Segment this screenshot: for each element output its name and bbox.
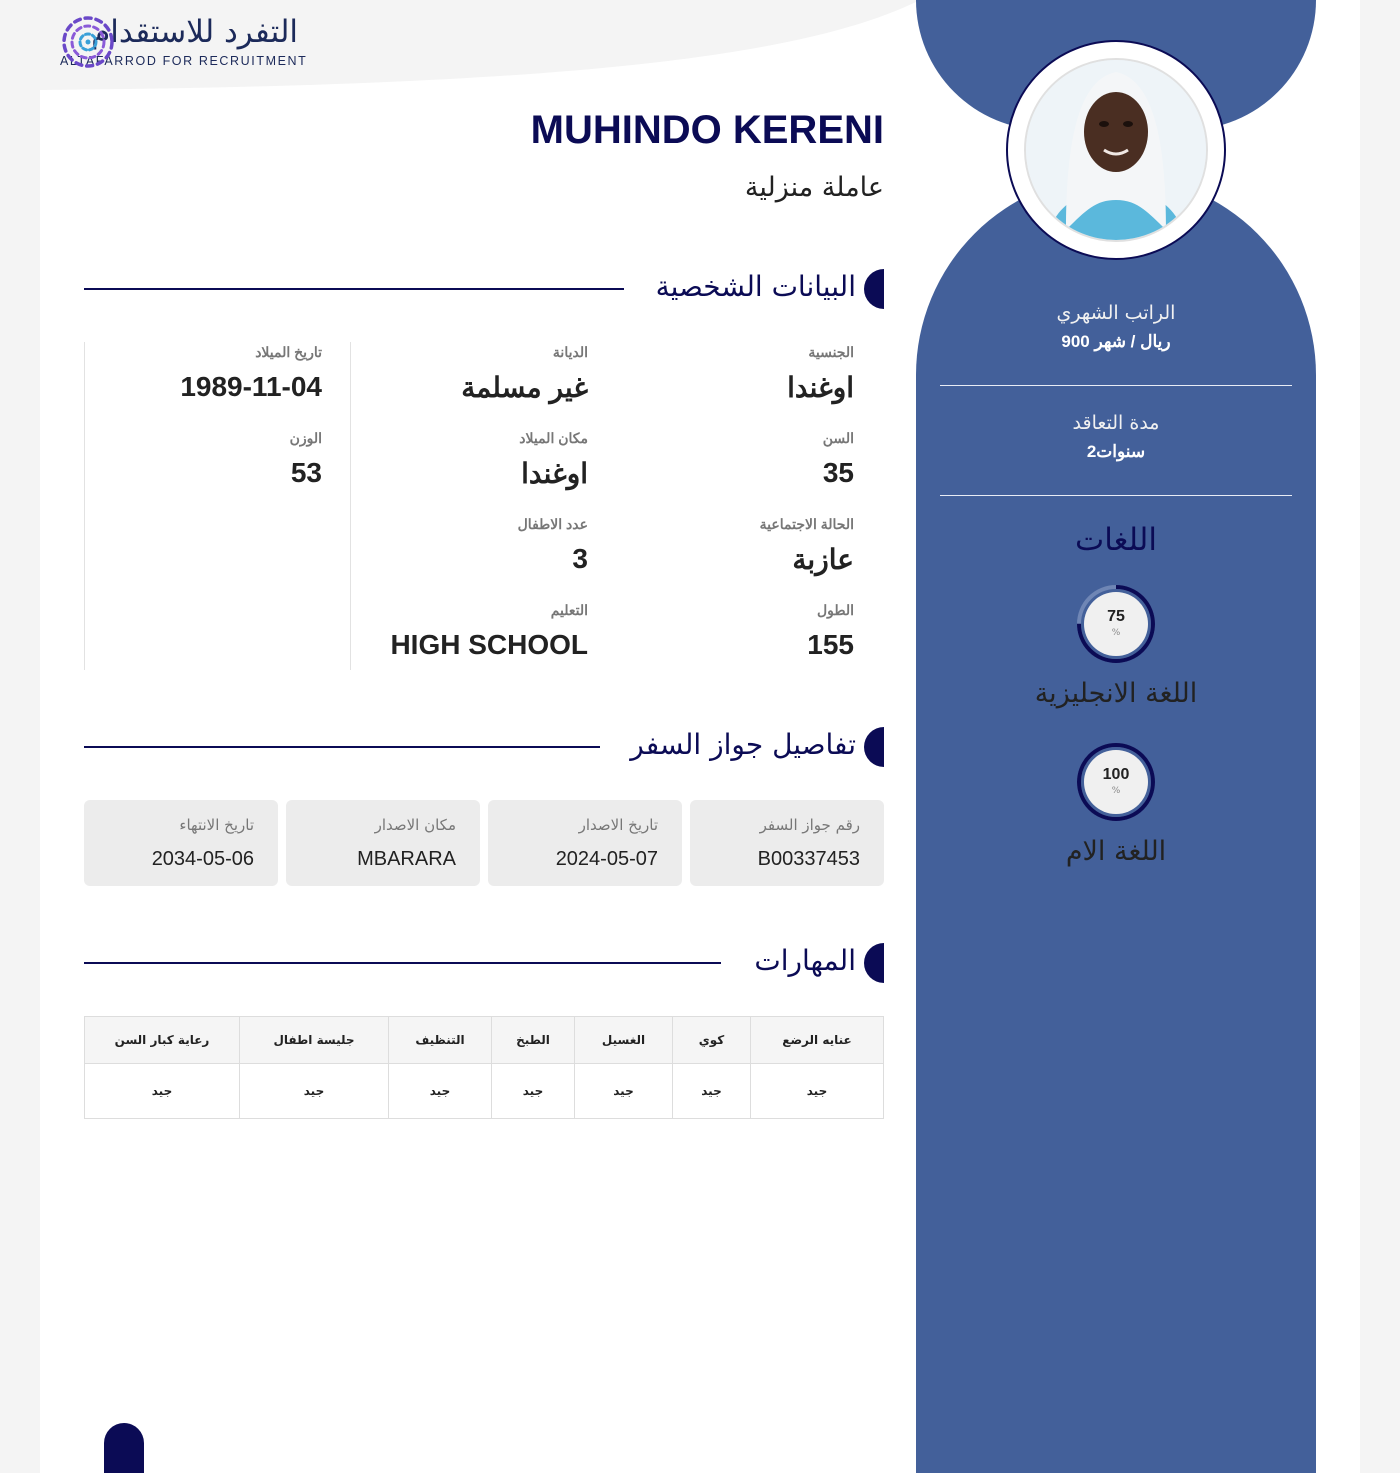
- passport-label: رقم جواز السفر: [759, 816, 860, 834]
- skill-level: جيد: [673, 1064, 751, 1119]
- job-title: عاملة منزلية: [744, 172, 884, 203]
- sidebar-divider: [940, 385, 1292, 386]
- passport-label: تاريخ الاصدار: [578, 816, 658, 834]
- cv-page: [40, 0, 1360, 1473]
- field-value: 35: [822, 457, 854, 488]
- section-divider-line: [84, 962, 721, 964]
- passport-number-card: [690, 800, 884, 886]
- language-unit: %: [1111, 786, 1121, 796]
- field-value: 53: [290, 457, 322, 488]
- section-marker: [864, 269, 884, 309]
- field-value: اوغندا: [787, 372, 854, 403]
- language-unit: %: [1111, 628, 1121, 638]
- section-divider-line: [84, 288, 624, 290]
- section-marker: [864, 943, 884, 983]
- field-value: غير مسلمة: [461, 372, 588, 403]
- logo-arabic-text: التفرد للاستقدام: [91, 14, 298, 50]
- field-children: [518, 516, 588, 575]
- field-label: الوزن: [289, 430, 322, 446]
- personal-column-2: [350, 342, 618, 670]
- skill-level: جيد: [751, 1064, 884, 1119]
- field-value: عازبة: [792, 544, 854, 575]
- field-religion: [461, 344, 588, 404]
- sidebar-divider: [940, 495, 1292, 496]
- field-nationality: [787, 344, 854, 404]
- language-level: 100: [1102, 766, 1130, 783]
- contract-value: 2سنوات: [1086, 442, 1146, 461]
- logo-dots-icon: [60, 14, 116, 70]
- section-passport-header: [84, 727, 884, 767]
- passport-value: 2034-05-06: [151, 848, 254, 870]
- passport-issue-place-card: [286, 800, 480, 886]
- language-name: اللغة الام: [1065, 836, 1167, 867]
- section-title: تفاصيل جواز السفر: [630, 728, 856, 761]
- language-item: [916, 584, 1316, 709]
- sidebar: [916, 0, 1316, 1473]
- languages-title: اللغات: [1075, 522, 1157, 558]
- personal-data-grid: [84, 342, 884, 670]
- salary-block: [940, 302, 1292, 352]
- contract-label: مدة التعاقد: [1072, 412, 1160, 434]
- field-value: HIGH SCHOOL: [390, 629, 588, 660]
- contract-block: [940, 412, 1292, 462]
- passport-label: تاريخ الانتهاء: [179, 816, 254, 834]
- salary-value: 900 ريال / شهر: [1061, 332, 1171, 351]
- personal-column-3: [84, 342, 352, 670]
- language-level: 75: [1107, 608, 1125, 625]
- section-skills-header: [84, 943, 884, 983]
- candidate-photo: [1024, 58, 1208, 242]
- field-value: 1989-11-04: [180, 371, 322, 402]
- skills-header-row: [85, 1017, 884, 1064]
- skill-level: جيد: [389, 1064, 492, 1119]
- passport-details: [84, 800, 884, 886]
- field-education: [390, 602, 588, 661]
- passport-issue-date-card: [488, 800, 682, 886]
- company-logo: [60, 14, 360, 74]
- field-weight: [290, 430, 322, 489]
- skill-header: جليسة اطفال: [240, 1017, 389, 1064]
- skill-level: جيد: [85, 1064, 240, 1119]
- skills-table: [84, 1016, 884, 1119]
- field-label: تاريخ الميلاد: [255, 344, 322, 360]
- skills-level-row: [85, 1064, 884, 1119]
- section-title: المهارات: [754, 944, 856, 977]
- field-label: الديانة: [552, 344, 588, 360]
- skill-header: رعاية كبار السن: [85, 1017, 240, 1064]
- skill-header: التنظيف: [389, 1017, 492, 1064]
- section-marker: [864, 727, 884, 767]
- field-label: الحالة الاجتماعية: [759, 516, 854, 532]
- field-label: عدد الاطفال: [517, 516, 588, 532]
- field-height: [807, 602, 854, 661]
- footer-marker: [104, 1423, 144, 1473]
- section-personal-header: [84, 269, 884, 309]
- skill-level: جيد: [492, 1064, 575, 1119]
- passport-value: B00337453: [757, 848, 860, 870]
- skill-level: جيد: [575, 1064, 673, 1119]
- field-marital-status: [760, 516, 854, 576]
- field-label: السن: [822, 430, 854, 446]
- field-label: الطول: [816, 602, 854, 618]
- field-value: اوغندا: [521, 458, 588, 489]
- passport-expiry-card: [84, 800, 278, 886]
- skill-header: عنايه الرضع: [751, 1017, 884, 1064]
- skill-header: كوي: [673, 1017, 751, 1064]
- language-item: [916, 742, 1316, 867]
- salary-label: الراتب الشهري: [1056, 302, 1176, 324]
- passport-value: MBARARA: [357, 848, 456, 870]
- candidate-name: MUHINDO KERENI: [530, 108, 884, 152]
- field-label: الجنسية: [808, 344, 854, 360]
- skill-header: الغسيل: [575, 1017, 673, 1064]
- language-progress-ring: [1076, 742, 1156, 822]
- section-divider-line: [84, 746, 600, 748]
- passport-label: مكان الاصدار: [374, 816, 456, 834]
- skill-level: جيد: [240, 1064, 389, 1119]
- section-title: البيانات الشخصية: [655, 270, 856, 303]
- field-value: 3: [572, 543, 588, 574]
- skill-header: الطبخ: [492, 1017, 575, 1064]
- language-progress-ring: [1076, 584, 1156, 664]
- field-age: [823, 430, 854, 489]
- field-birthplace: [519, 430, 588, 490]
- passport-value: 2024-05-07: [555, 848, 658, 870]
- logo-english-text: ALTAFARROD FOR RECRUITMENT: [60, 54, 308, 68]
- field-birthdate: [180, 344, 322, 403]
- field-label: التعليم: [550, 602, 588, 618]
- field-value: 155: [807, 629, 854, 660]
- personal-column-1: [617, 342, 884, 670]
- language-name: اللغة الانجليزية: [1034, 678, 1198, 709]
- field-label: مكان الميلاد: [519, 430, 588, 446]
